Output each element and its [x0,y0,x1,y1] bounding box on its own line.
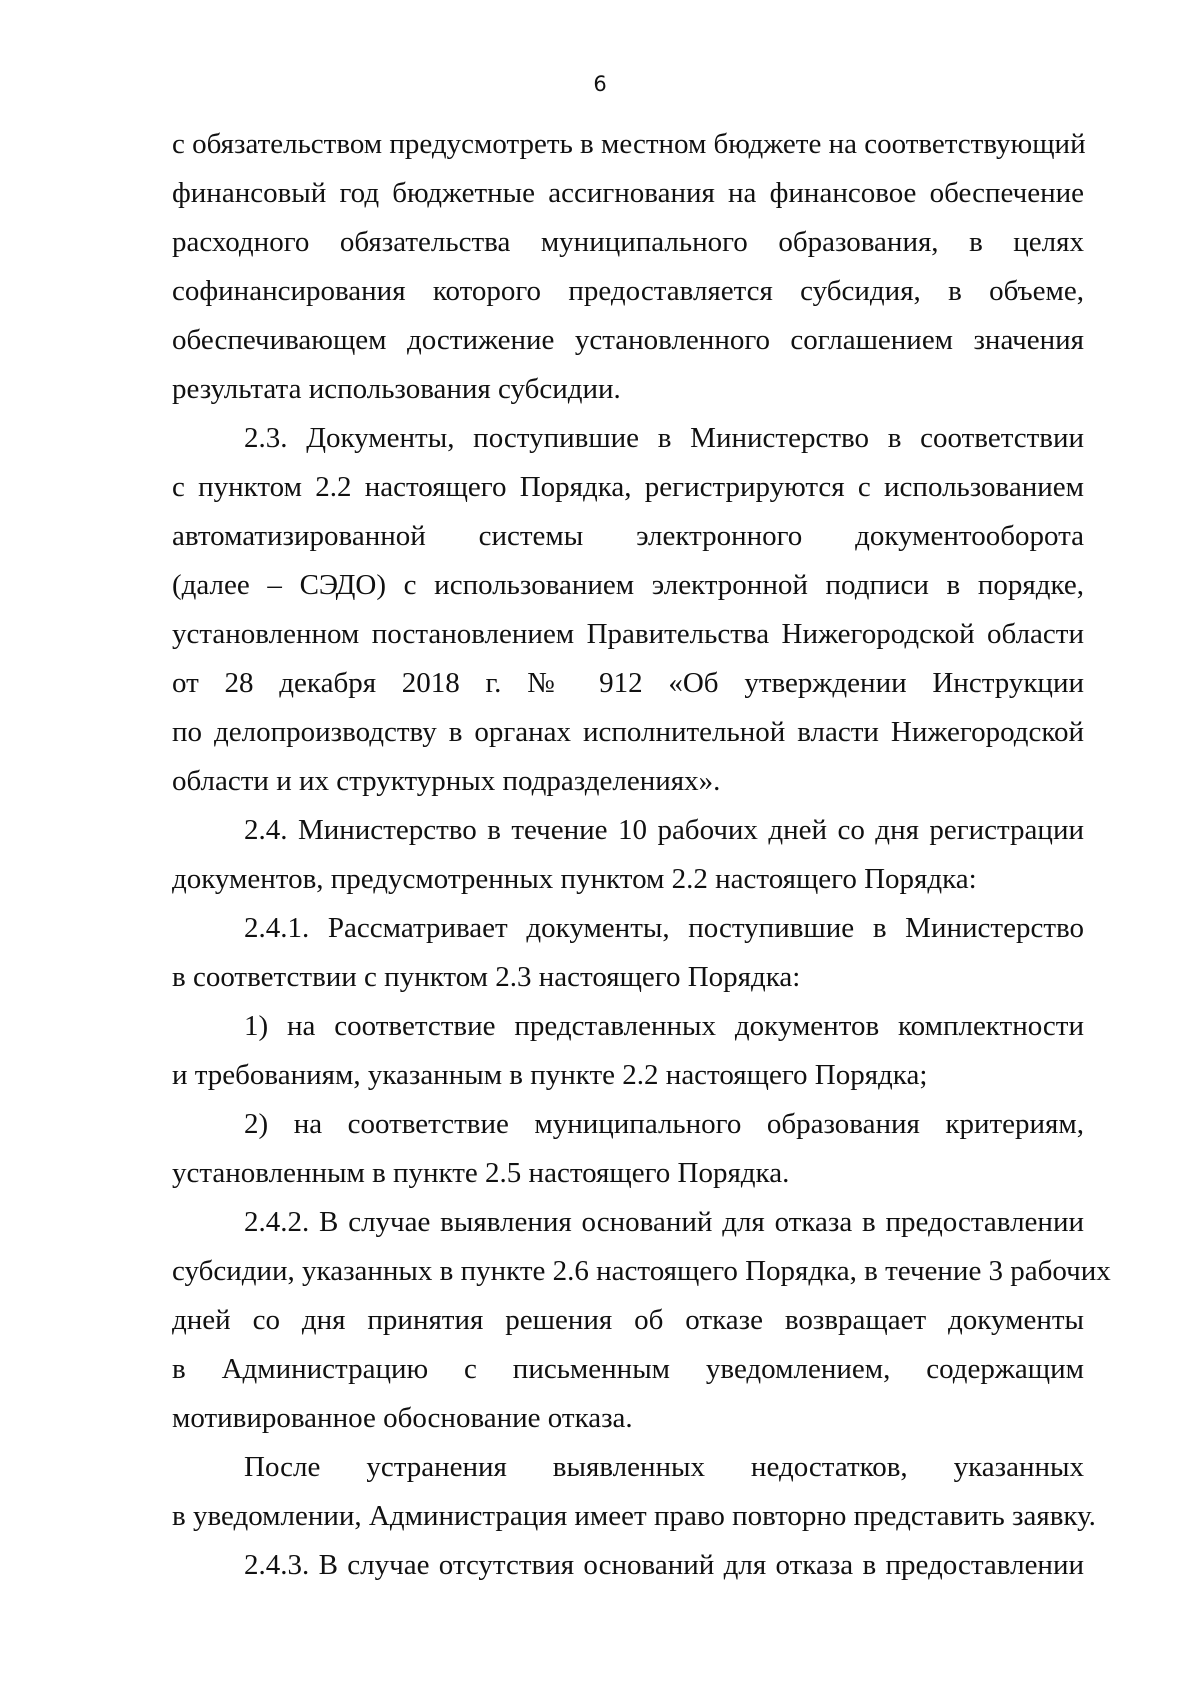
text-line: обеспечивающем достижение установленного соглашением значения [172,324,1084,356]
text-line: автоматизированной системы электронного документооборота [172,520,1084,552]
text-line: в соответствии с пунктом 2.3 настоящего Порядка: [172,961,801,993]
text-line: с пунктом 2.2 настоящего Порядка, регистрируются с использованием [172,471,1084,503]
page-number: 6 [593,72,607,96]
text-line: дней со дня принятия решения об отказе возвращает документы [172,1304,1084,1336]
text-line: от 28 декабря 2018 г. № 912 «Об утверждении Инструкции [172,667,1084,699]
text-line: (далее – СЭДО) с использованием электронной подписи в порядке, [172,569,1084,601]
text-line: 2.3. Документы, поступившие в Министерство в соответствии [244,422,1084,454]
text-line: субсидии, указанных в пункте 2.6 настоящего Порядка, в течение 3 рабочих [172,1255,1111,1287]
text-line: в Администрацию с письменным уведомлением, содержащим [172,1353,1084,1385]
paragraph [172,1100,1084,1198]
text-line: 2.4.3. В случае отсутствия оснований для отказа в предоставлении [244,1549,1084,1581]
text-line: После устранения выявленных недостатков, указанных [244,1451,1084,1483]
text-line: области и их структурных подразделениях». [172,765,721,797]
text-line: финансовый год бюджетные ассигнования на финансовое обеспечение [172,177,1084,209]
text-line: документов, предусмотренных пунктом 2.2 настоящего Порядка: [172,863,977,895]
text-line: софинансирования которого предоставляется субсидия, в объеме, [172,275,1084,307]
paragraph [172,120,1084,414]
paragraph [172,1198,1111,1443]
paragraph [172,1541,1084,1590]
text-line: 1) на соответствие представленных документов комплектности [244,1010,1084,1042]
text-line: установленном постановлением Правительства Нижегородской области [172,618,1084,650]
text-line: и требованиям, указанным в пункте 2.2 настоящего Порядка; [172,1059,928,1091]
text-line: по делопроизводству в органах исполнительной власти Нижегородской [172,716,1084,748]
document-body [172,120,1111,1590]
paragraph [172,904,1084,1002]
paragraph [172,414,1084,806]
text-line: мотивированное обоснование отказа. [172,1402,633,1434]
text-line: 2.4. Министерство в течение 10 рабочих дней со дня регистрации [244,814,1084,846]
text-line: расходного обязательства муниципального образования, в целях [172,226,1084,258]
text-line: в уведомлении, Администрация имеет право повторно представить заявку. [172,1500,1096,1532]
paragraph [172,1002,1084,1100]
text-line: 2.4.2. В случае выявления оснований для отказа в предоставлении [244,1206,1084,1238]
paragraph [172,1443,1096,1541]
text-line: с обязательством предусмотреть в местном бюджете на соответствующий [172,128,1086,160]
text-line: результата использования субсидии. [172,373,621,405]
text-line: 2.4.1. Рассматривает документы, поступившие в Министерство [244,912,1084,944]
text-line: 2) на соответствие муниципального образования критериям, [244,1108,1084,1140]
paragraph [172,806,1084,904]
text-line: установленным в пункте 2.5 настоящего Порядка. [172,1157,790,1189]
